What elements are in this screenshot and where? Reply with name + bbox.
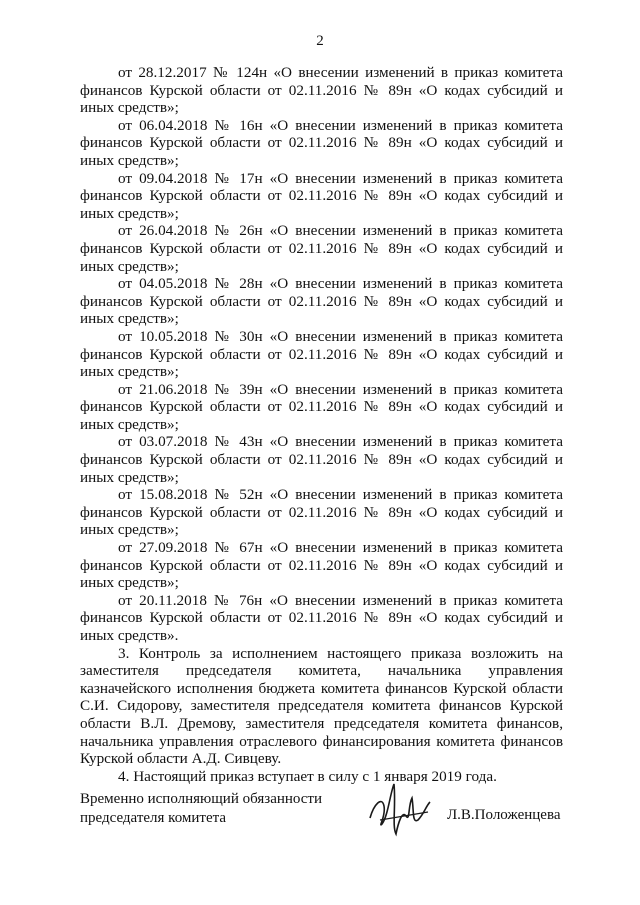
clause-4: 4. Настоящий приказ вступает в силу с 1 января 2019 года. bbox=[118, 767, 497, 785]
amendment-item: от 28.12.2017 № 124н «О внесении изменений в приказ комитета финансов Курской области от 02.11.2016 № 89н «О кодах субсидий и иных средств»; bbox=[80, 64, 563, 117]
document-body bbox=[80, 64, 563, 785]
amendment-item: от 27.09.2018 № 67н «О внесении изменений в приказ комитета финансов Курской области от 02.11.2016 № 89н «О кодах субсидий и иных средств»; bbox=[80, 539, 563, 592]
handwritten-signature bbox=[360, 776, 450, 846]
signatory-name: Л.В.Положенцева bbox=[447, 807, 561, 823]
amendment-item: от 20.11.2018 № 76н «О внесении изменений в приказ комитета финансов Курской области от 02.11.2016 № 89н «О кодах субсидий и иных средств». bbox=[80, 591, 563, 644]
signature-block bbox=[80, 790, 580, 850]
signatory-title-line-1: Временно исполняющий обязанности bbox=[80, 791, 323, 807]
amendment-list bbox=[80, 64, 563, 645]
amendment-item: от 21.06.2018 № 39н «О внесении изменений в приказ комитета финансов Курской области от 02.11.2016 № 89н «О кодах субсидий и иных средств»; bbox=[80, 380, 563, 433]
amendment-item: от 10.05.2018 № 30н «О внесении изменений в приказ комитета финансов Курской области от 02.11.2016 № 89н «О кодах субсидий и иных средств»; bbox=[80, 327, 563, 381]
page-number: 2 bbox=[316, 33, 324, 49]
amendment-item: от 06.04.2018 № 16н «О внесении изменений в приказ комитета финансов Курской области от 02.11.2016 № 89н «О кодах субсидий и иных средств»; bbox=[80, 116, 563, 169]
amendment-item: от 03.07.2018 № 43н «О внесении изменений в приказ комитета финансов Курской области от 02.11.2016 № 89н «О кодах субсидий и иных средств»; bbox=[80, 433, 563, 486]
amendment-item: от 04.05.2018 № 28н «О внесении изменений в приказ комитета финансов Курской области от 02.11.2016 № 89н «О кодах субсидий и иных средств»; bbox=[80, 275, 563, 328]
amendment-item: от 09.04.2018 № 17н «О внесении изменений в приказ комитета финансов Курской области от 02.11.2016 № 89н «О кодах субсидий и иных средств»; bbox=[80, 169, 563, 222]
amendment-item: от 15.08.2018 № 52н «О внесении изменений в приказ комитета финансов Курской области от 02.11.2016 № 89н «О кодах субсидий и иных средств»; bbox=[80, 486, 563, 539]
signatory-title-line-2: председателя комитета bbox=[80, 810, 227, 826]
clause-3: 3. Контроль за исполнением настоящего приказа возложить на заместителя председателя комитета, начальника управления казначейского исполнения бюджета комитета финансов Курской области С.И. Сидорову, заместителя председателя комитета финансов Курской области В.Л. Дремову, заместителя председателя комитета финансов, начальника управления отраслевого финансирования комитета финансов Курской области А.Д. Сивцеву. bbox=[80, 644, 563, 768]
amendment-item: от 26.04.2018 № 26н «О внесении изменений в приказ комитета финансов Курской области от 02.11.2016 № 89н «О кодах субсидий и иных средств»; bbox=[80, 222, 563, 275]
